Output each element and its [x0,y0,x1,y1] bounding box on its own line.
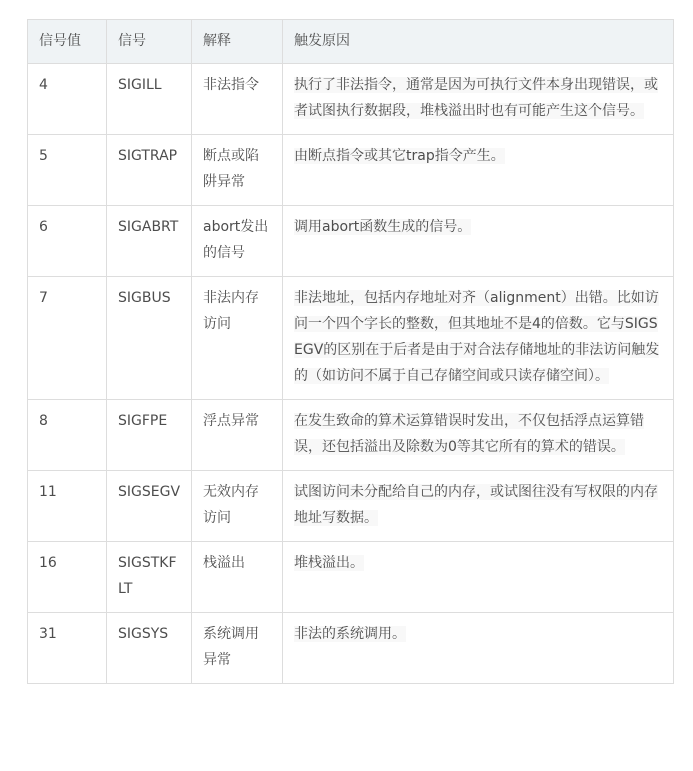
cell-meaning: 栈溢出 [192,542,283,613]
cell-meaning: abort发出的信号 [192,206,283,277]
cell-cause [283,206,674,277]
table-row [28,135,674,206]
cell-cause [283,542,674,613]
cell-cause [283,471,674,542]
table-row [28,400,674,471]
cause-text: 非法地址，包括内存地址对齐（alignment）出错。比如访问一个四个字长的整数，但其地址不是4的倍数。它与SIGSEGV的区别在于后者是由于对合法存储地址的非法访问触发的（如访问不属于自己存储空间或只读存储空间）。 [294,290,660,384]
cell-signal-value: 4 [28,64,107,135]
header-signal: 信号 [107,20,192,64]
table-row [28,64,674,135]
cell-signal: SIGSTKFLT [107,542,192,613]
header-meaning: 解释 [192,20,283,64]
cell-signal: SIGSYS [107,613,192,684]
table-header-row [28,20,674,64]
cell-signal: SIGILL [107,64,192,135]
cell-meaning: 浮点异常 [192,400,283,471]
cell-cause [283,64,674,135]
cell-signal: SIGSEGV [107,471,192,542]
cell-signal: SIGABRT [107,206,192,277]
cause-text: 在发生致命的算术运算错误时发出，不仅包括浮点运算错误，还包括溢出及除数为0等其它所有的算术的错误。 [294,413,644,455]
cell-cause [283,135,674,206]
signal-table [27,19,674,684]
cell-meaning: 断点或陷阱异常 [192,135,283,206]
cause-text: 堆栈溢出。 [294,555,364,571]
header-cause: 触发原因 [283,20,674,64]
cause-text: 调用abort函数生成的信号。 [294,219,472,235]
table-body [28,64,674,684]
table-row [28,542,674,613]
table-row [28,277,674,400]
cause-text: 执行了非法指令，通常是因为可执行文件本身出现错误，或者试图执行数据段，堆栈溢出时也有可能产生这个信号。 [294,77,658,119]
cell-meaning: 系统调用异常 [192,613,283,684]
cause-text: 由断点指令或其它trap指令产生。 [294,148,505,164]
cell-signal: SIGTRAP [107,135,192,206]
cell-signal-value: 31 [28,613,107,684]
cell-cause [283,400,674,471]
cell-meaning: 无效内存访问 [192,471,283,542]
cell-signal: SIGFPE [107,400,192,471]
cell-signal-value: 7 [28,277,107,400]
cell-cause [283,613,674,684]
table-header [28,20,674,64]
table-row [28,471,674,542]
cause-text: 试图访问未分配给自己的内存，或试图往没有写权限的内存地址写数据。 [294,484,658,526]
cell-signal-value: 11 [28,471,107,542]
cell-meaning: 非法指令 [192,64,283,135]
cell-signal-value: 16 [28,542,107,613]
signal-table-container [27,19,673,684]
cell-cause [283,277,674,400]
cell-signal: SIGBUS [107,277,192,400]
cell-meaning: 非法内存访问 [192,277,283,400]
table-row [28,206,674,277]
cell-signal-value: 5 [28,135,107,206]
header-signal-value: 信号值 [28,20,107,64]
cell-signal-value: 8 [28,400,107,471]
cell-signal-value: 6 [28,206,107,277]
table-row [28,613,674,684]
cause-text: 非法的系统调用。 [294,626,406,642]
